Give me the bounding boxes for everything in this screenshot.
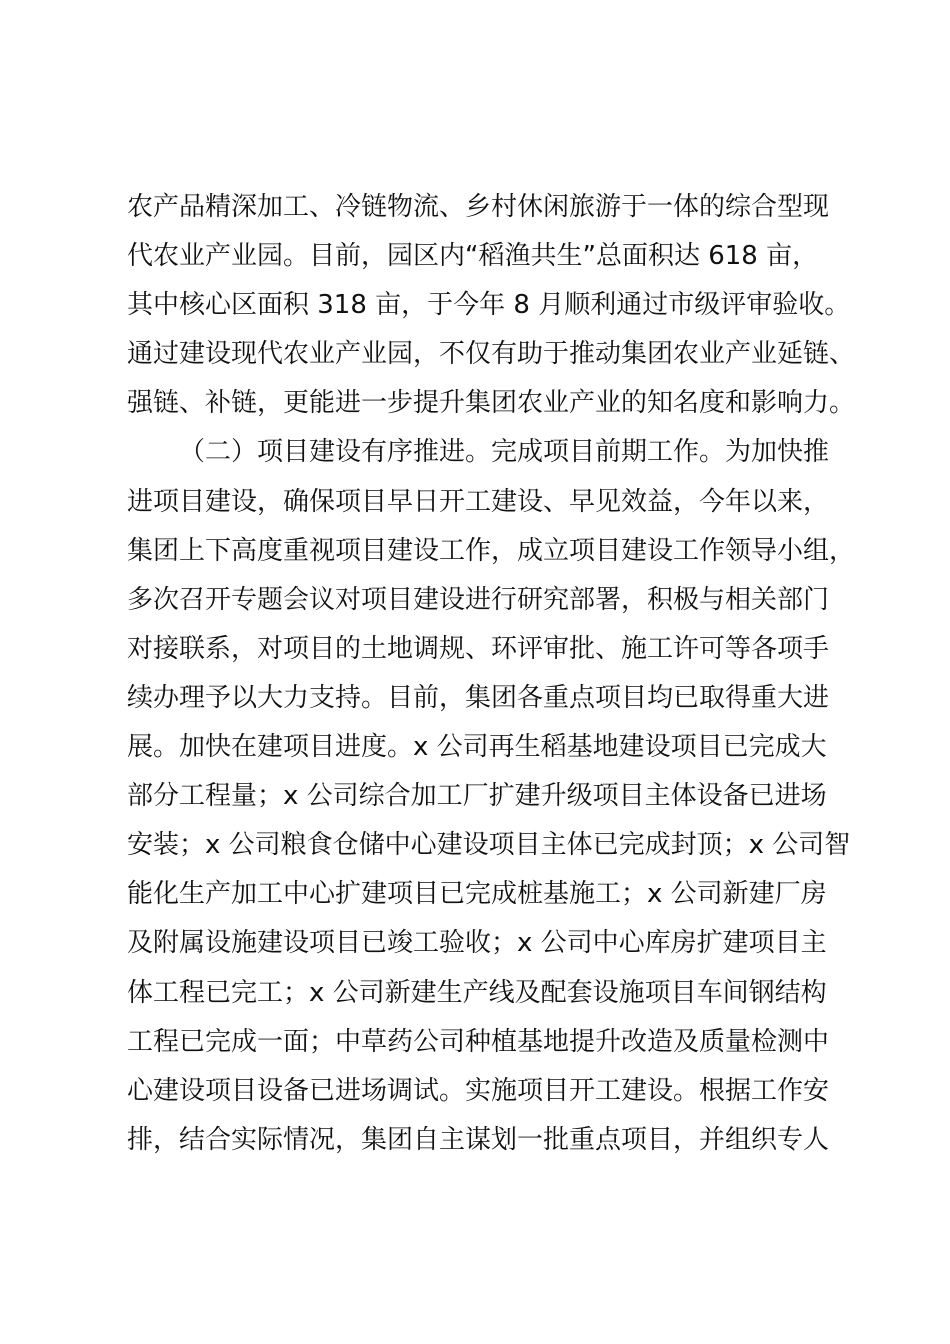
text-line: 心建设项目设备已进场调试。实施项目开工建设。根据工作安 (127, 1075, 830, 1106)
text-line: 农产品精深加工、冷链物流、乡村休闲旅游于一体的综合型现 (127, 192, 830, 222)
text-line: 集团上下高度重视项目建设工作，成立项目建设工作领导小组， (127, 535, 856, 566)
text-line: 多次召开专题会议对项目建设进行研究部署，积极与相关部门 (127, 584, 830, 615)
text-line: 通过建设现代农业产业园，不仅有助于推动集团农业产业延链、 (127, 339, 856, 370)
section-heading-line: （二）项目建设有序推进。完成项目前期工作。为加快推 (179, 437, 830, 468)
text-line: 工程已完成一面；中草药公司种植基地提升改造及质量检测中 (127, 1026, 830, 1057)
text-line: 对接联系，对项目的土地调规、环评审批、施工许可等各项手 (127, 633, 830, 664)
text-line: 展。加快在建项目进度。x 公司再生稻基地建设项目已完成大 (127, 732, 827, 763)
text-line: 代农业产业园。目前，园区内“稻渔共生”总面积达 618 亩， (127, 241, 819, 272)
text-line: 续办理予以大力支持。目前，集团各重点项目均已取得重大进 (127, 682, 830, 713)
text-line: 能化生产加工中心扩建项目已完成桩基施工；x 公司新建厂房 (127, 879, 827, 910)
text-line: 体工程已完工；x 公司新建生产线及配套设施项目车间钢结构 (127, 977, 827, 1008)
text-line: 及附属设施建设项目已竣工验收；x 公司中心库房扩建项目主 (127, 928, 827, 959)
text-line: 进项目建设，确保项目早日开工建设、早见效益，今年以来， (127, 486, 830, 517)
text-line: 部分工程量；x 公司综合加工厂扩建升级项目主体设备已进场 (127, 781, 827, 812)
text-line: 安装；x 公司粮食仓储中心建设项目主体已完成封顶；x 公司智 (127, 830, 851, 861)
text-line: 强链、补链，更能进一步提升集团农业产业的知名度和影响力。 (127, 388, 856, 419)
text-line: 其中核心区面积 318 亩，于今年 8 月顺利通过市级评审验收。 (127, 290, 851, 321)
body-text (127, 183, 856, 1165)
text-line: 排，结合实际情况，集团自主谋划一批重点项目，并组织专人 (127, 1124, 830, 1155)
